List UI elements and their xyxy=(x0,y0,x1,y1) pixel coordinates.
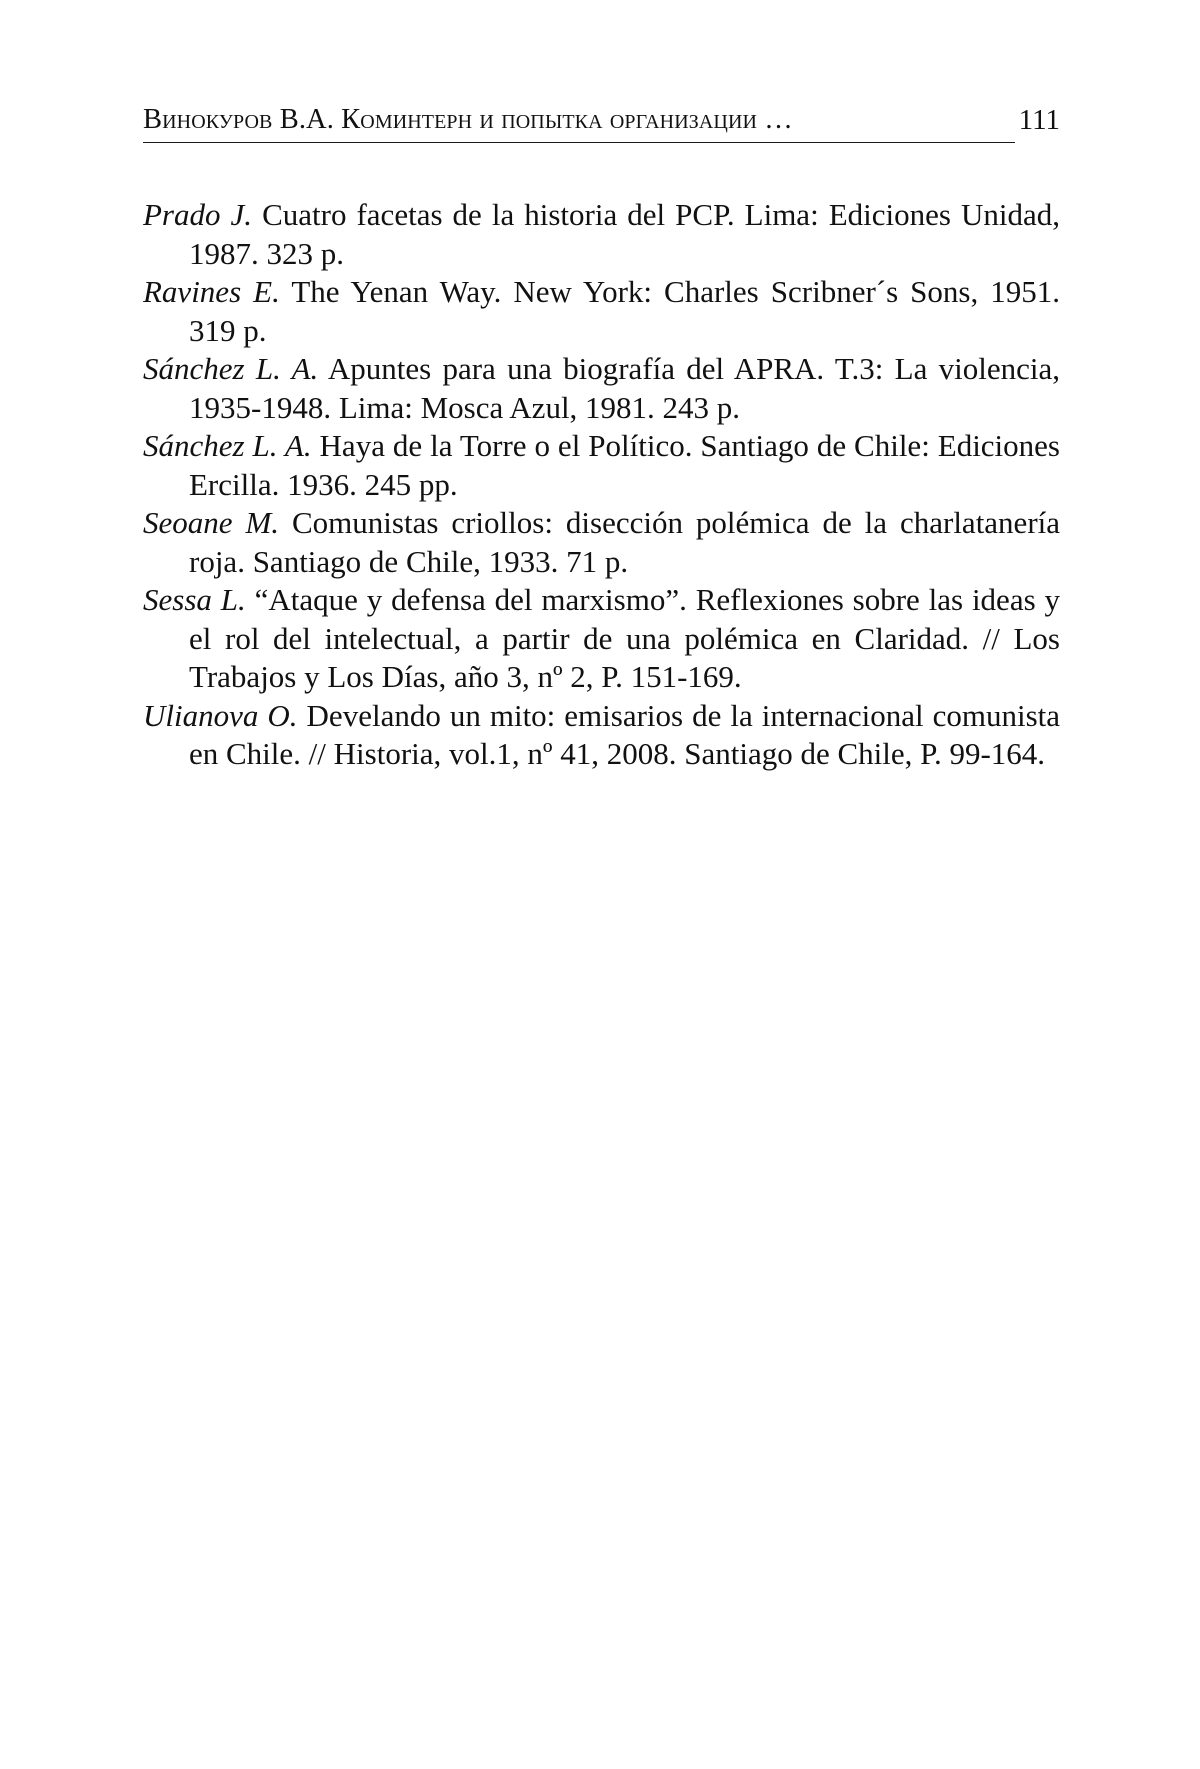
reference-item xyxy=(143,427,1060,504)
reference-author: Sánchez L. A. xyxy=(143,428,312,463)
reference-author: Prado J. xyxy=(143,197,253,232)
reference-item xyxy=(143,273,1060,350)
running-head xyxy=(143,98,1060,142)
reference-item xyxy=(143,196,1060,273)
page-number: 111 xyxy=(1018,104,1060,136)
reference-text: Comunistas criollos: disección polémica de la charlatanería roja. Santiago de Chile, 1933. 71 p. xyxy=(189,505,1061,579)
reference-author: Sessa L. xyxy=(143,582,246,617)
reference-text: Apuntes para una biografía del APRA. T.3: La violencia, 1935-1948. Lima: Mosca Azul, 1981. 243 p. xyxy=(189,351,1061,425)
reference-text: Haya de la Torre o el Político. Santiago de Chile: Ediciones Ercilla. 1936. 245 pp. xyxy=(189,428,1060,502)
reference-author: Seoane M. xyxy=(143,505,280,540)
reference-author: Ulianova O. xyxy=(143,697,298,733)
reference-item xyxy=(143,581,1060,697)
reference-item xyxy=(143,697,1060,774)
reference-author: Ravines E. xyxy=(143,274,280,309)
reference-text: The Yenan Way. New York: Charles Scribner´s Sons, 1951. 319 p. xyxy=(189,274,1060,348)
reference-item xyxy=(143,504,1060,581)
reference-text: Cuatro facetas de la historia del PCP. Lima: Ediciones Unidad, 1987. 323 p. xyxy=(189,197,1060,271)
reference-text: Develando un mito: emisarios de la internacional comunista en Chile. // Historia, vol.1, nº 41, 2008. Santiago de Chile, P. 99-164. xyxy=(189,697,1061,771)
reference-author: Sánchez L. A. xyxy=(143,351,319,386)
reference-item xyxy=(143,350,1060,427)
reference-text: “Ataque y defensa del marxismo”. Reflexiones sobre las ideas y el rol del intelectual, a partir de una polémica en Claridad. // Los Trabajos y Los Días, año 3, nº 2, P. 151-169. xyxy=(189,582,1060,694)
running-title: Винокуров В.А. Коминтерн и попытка организации … xyxy=(143,98,1015,143)
reference-list xyxy=(143,196,1060,774)
